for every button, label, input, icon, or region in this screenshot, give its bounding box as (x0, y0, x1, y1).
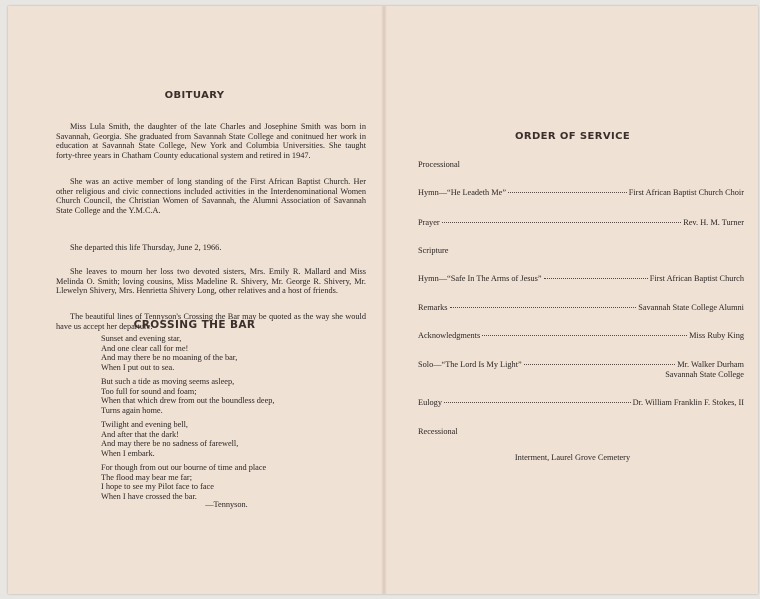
service-item-participant: Miss Ruby King (689, 331, 744, 340)
obituary-paragraph-4: She leaves to mourn her loss two devoted sisters, Mrs. Emily R. Mallard and Miss Melinda O. Smith; loving cousins, Miss Madeline R. Shivery, Mr. George R. Shivery, Mr. Llewelyn Shivery, Mrs. Henrietta Shivery Long, other relatives and a host of friends. (56, 267, 366, 296)
obituary-paragraph-1: Miss Lula Smith, the daughter of the late Charles and Josephine Smith was born in Savannah, Georgia. She graduated from Savannah State College and conitnued her work in education at Savannah State College, New York and Columbia Universities. She taught forty-three years in Chatham County educational system and retired in 1947. (56, 122, 366, 160)
poem-line: And after that the dark! (101, 429, 179, 439)
service-item-solo (418, 360, 744, 370)
poem-line: Sunset and evening star, (101, 334, 182, 343)
leader-dots (442, 222, 682, 223)
service-item-participant: Savannah State College Alumni (638, 303, 744, 312)
poem-stanza-1 (101, 334, 371, 372)
poem-line: And one clear call for me! (101, 343, 189, 353)
obituary-paragraph-3: She departed this life Thursday, June 2, 1966. (70, 243, 222, 252)
poem-title: CROSSING THE BAR (133, 319, 256, 331)
leader-dots (444, 402, 631, 403)
poem-stanza-3 (101, 420, 371, 458)
poem-line: And may there be no moaning of the bar, (101, 353, 238, 363)
leader-dots (524, 364, 676, 365)
service-item-solo-affiliation: Savannah State College (665, 370, 744, 379)
service-item-label: Hymn—“He Leadeth Me” (418, 188, 507, 197)
poem-line: When that which drew from out the boundless deep, (101, 396, 275, 406)
interment-note: Interment, Laurel Grove Cemetery (514, 453, 631, 462)
program-sheet (8, 6, 758, 594)
poem-line: When I put out to sea. (101, 362, 175, 372)
poem-line: The flood may bear me far; (101, 472, 192, 482)
service-item-remarks (418, 303, 744, 313)
service-item-acknowledgments (418, 331, 744, 341)
poem-line: For though from out our bourne of time and place (101, 463, 267, 472)
service-item-participant: First African Baptist Church (649, 274, 744, 283)
poem-attribution: —Tennyson. (205, 500, 248, 509)
poem-line: When I have crossed the bar. (101, 491, 197, 501)
poem-line: Too full for sound and foam; (101, 386, 197, 396)
leader-dots (508, 192, 627, 193)
service-title: ORDER OF SERVICE (514, 131, 631, 142)
leader-dots (544, 278, 648, 279)
left-page (8, 6, 381, 594)
processional: Processional (418, 160, 460, 169)
leader-dots (450, 307, 637, 308)
service-item-label: Prayer (418, 218, 440, 227)
poem-line: When I embark. (101, 448, 155, 458)
service-item-label: Remarks (418, 303, 448, 312)
poem-line: Twilight and evening bell, (101, 420, 188, 429)
leader-dots (482, 335, 687, 336)
service-item-participant: First African Baptist Church Choir (628, 188, 744, 197)
poem-stanza-2 (101, 377, 371, 415)
service-item-hymn-2 (418, 274, 744, 284)
recessional: Recessional (418, 427, 458, 436)
obituary-title: OBITUARY (164, 90, 225, 101)
service-item-label: Hymn—“Safe In The Arms of Jesus” (418, 274, 542, 283)
service-item-eulogy (418, 398, 744, 408)
poem-line: But such a tide as moving seems asleep, (101, 377, 235, 386)
service-item-label: Eulogy (418, 398, 442, 407)
obituary-paragraph-5: The beautiful lines of Tennyson's Crossing the Bar may be quoted as the way she would have us accept her departure. (56, 312, 366, 331)
poem-stanza-4 (101, 463, 371, 501)
service-item-label: Acknowledgments (418, 331, 481, 340)
poem-line: Turns again home. (101, 405, 163, 415)
obituary-paragraph-2: She was an active member of long standing of the First African Baptist Church. Her other religious and civic connections included activities in the Interdenominational Women Church Council, the Christian Women of Savannah, the Alumni Association of Savannah State College and the Y.M.C.A. (56, 177, 366, 215)
service-item-prayer (418, 218, 744, 228)
scripture: Scripture (418, 246, 449, 255)
service-item-participant: Rev. H. M. Turner (683, 218, 744, 227)
service-item-hymn-1 (418, 188, 744, 198)
service-item-label: Solo—“The Lord Is My Light” (418, 360, 522, 369)
right-page (387, 6, 758, 594)
service-item-participant: Dr. William Franklin F. Stokes, II (632, 398, 744, 407)
poem-line: And may there be no sadness of farewell, (101, 439, 239, 449)
service-item-participant: Mr. Walker Durham (677, 360, 744, 369)
poem-line: I hope to see my Pilot face to face (101, 482, 214, 492)
